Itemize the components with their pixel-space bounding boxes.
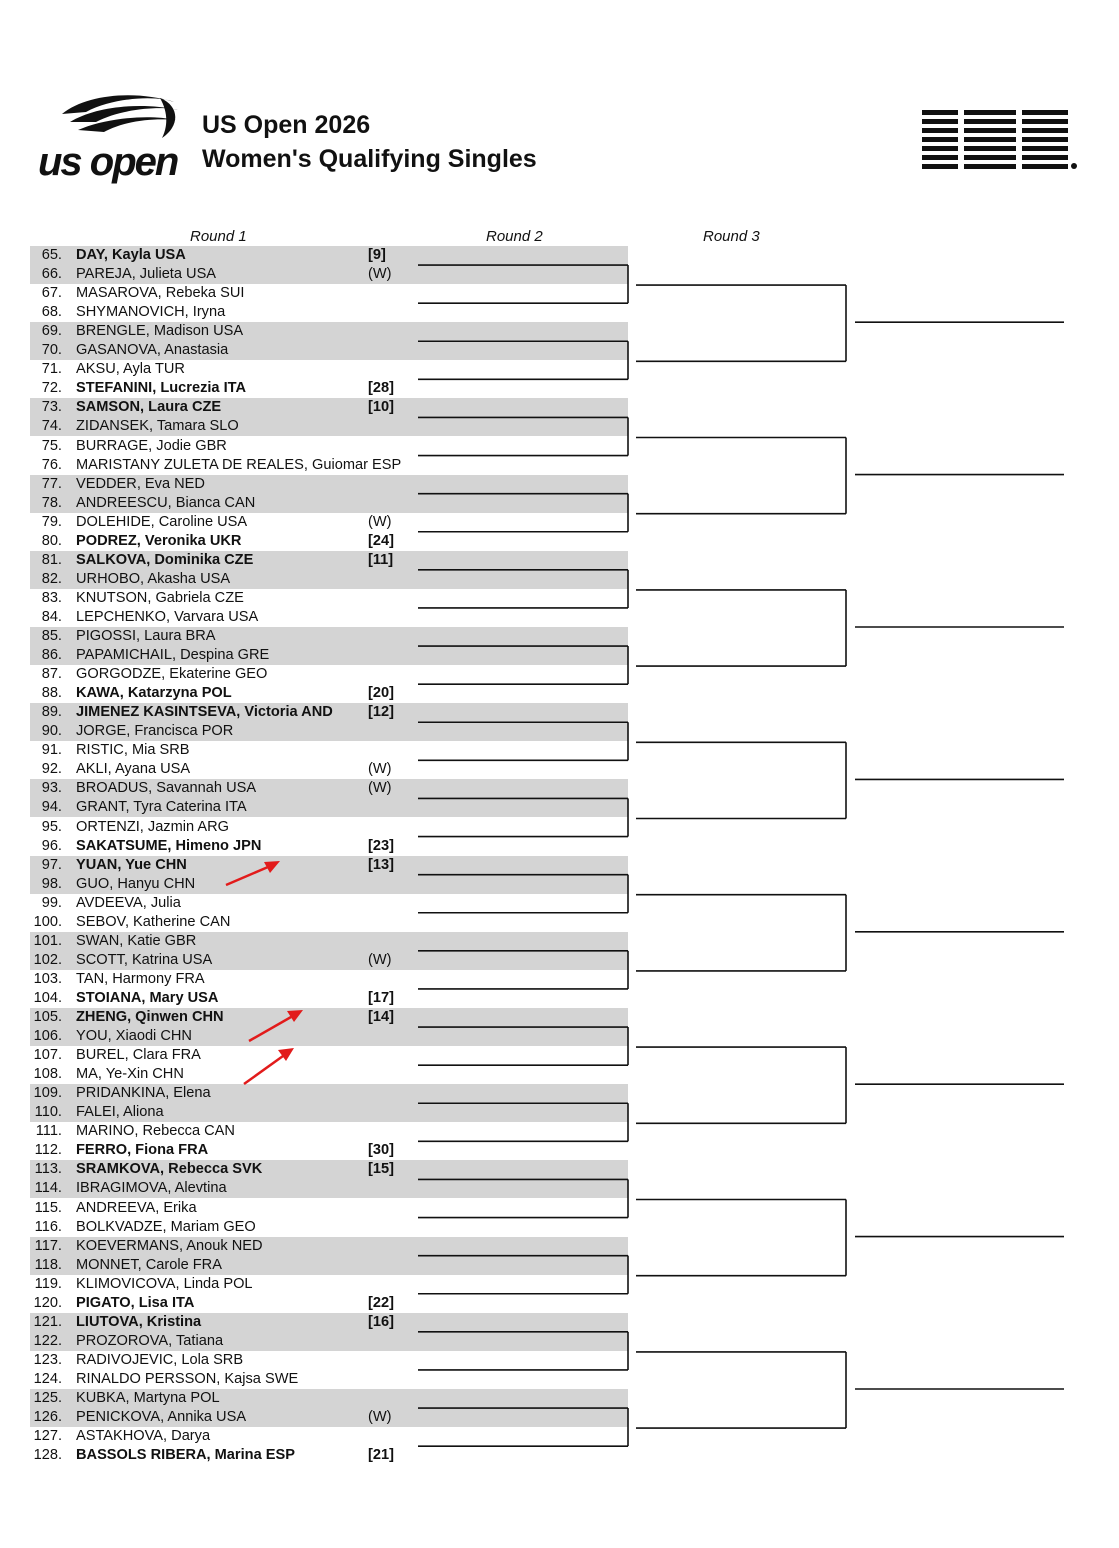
player-name: ORTENZI, Jazmin ARG (76, 818, 229, 835)
player-number: 71. (41, 361, 62, 378)
player-number: 88. (41, 685, 62, 702)
player-number: 68. (41, 304, 62, 321)
player-name: URHOBO, Akasha USA (76, 570, 231, 587)
player-number: 77. (41, 475, 62, 492)
player-number: 107. (33, 1047, 62, 1064)
player-number: 113. (34, 1161, 62, 1178)
player-name: ANDREEVA, Erika (76, 1199, 197, 1216)
player-number: 75. (41, 437, 62, 454)
player-name: DOLEHIDE, Caroline USA (76, 513, 248, 530)
player-number: 89. (41, 704, 62, 721)
player-number: 123. (33, 1351, 62, 1368)
player-number: 103. (33, 970, 62, 987)
title-event: US Open 2026 (202, 111, 371, 139)
player-name: RADIVOJEVIC, Lola SRB (76, 1351, 244, 1368)
player-name: BASSOLS RIBERA, Marina ESP (76, 1447, 295, 1464)
round-2-header: Round 2 (486, 228, 543, 245)
player-number: 92. (41, 761, 62, 778)
player-name: JIMENEZ KASINTSEVA, Victoria AND (76, 704, 333, 721)
player-name: FALEI, Aliona (76, 1104, 164, 1121)
player-number: 94. (41, 799, 62, 816)
player-name: JORGE, Francisca POR (76, 723, 234, 740)
player-name: GORGODZE, Ekaterine GEO (76, 666, 268, 683)
player-number: 93. (41, 780, 62, 797)
player-number: 105. (33, 1009, 62, 1025)
player-name: SCOTT, Katrina USA (76, 951, 213, 968)
player-name: YUAN, Yue CHN (76, 856, 187, 873)
player-number: 74. (41, 418, 62, 435)
player-name: BRENGLE, Madison USA (76, 323, 244, 340)
player-name: IBRAGIMOVA, Alevtina (76, 1180, 227, 1197)
player-name: GUO, Hanyu CHN (76, 875, 196, 892)
player-name: SALKOVA, Dominika CZE (76, 551, 254, 568)
player-number: 67. (41, 285, 62, 302)
player-name: SHYMANOVICH, Iryna (76, 304, 226, 321)
player-seed: [15] (368, 1161, 394, 1178)
player-number: 128. (33, 1447, 62, 1464)
player-seed: [9] (368, 247, 386, 263)
player-seed: (W) (368, 951, 392, 968)
player-number: 70. (41, 342, 62, 359)
player-number: 104. (33, 989, 62, 1006)
player-name: KLIMOVICOVA, Linda POL (76, 1275, 253, 1292)
player-number: 124. (33, 1370, 62, 1387)
red-arrow-icon (226, 861, 280, 885)
player-name: KAWA, Katarzyna POL (76, 685, 232, 702)
player-seed: [28] (368, 380, 394, 397)
player-number: 76. (41, 456, 62, 473)
player-number: 117. (34, 1237, 62, 1254)
player-seed: [13] (368, 856, 394, 873)
player-name: MA, Ye-Xin CHN (76, 1066, 184, 1083)
player-name: PAREJA, Julieta USA (76, 266, 217, 283)
player-seed: (W) (368, 1409, 392, 1426)
player-name: PENICKOVA, Annika USA (76, 1409, 247, 1426)
player-name: GRANT, Tyra Caterina ITA (76, 799, 247, 816)
player-number: 72. (41, 380, 62, 397)
player-number: 121. (33, 1313, 62, 1330)
player-number: 110. (34, 1104, 62, 1121)
player-name: SEBOV, Katherine CAN (76, 913, 231, 930)
player-number: 119. (34, 1275, 62, 1292)
title-draw: Women's Qualifying Singles (202, 145, 537, 173)
round-1-header: Round 1 (190, 228, 247, 245)
player-seed: (W) (368, 761, 392, 778)
player-number: 101. (33, 932, 62, 949)
player-number: 112. (34, 1142, 62, 1159)
player-name: GASANOVA, Anastasia (76, 342, 229, 359)
player-seed: [21] (368, 1447, 394, 1464)
player-number: 111. (35, 1123, 62, 1140)
player-number: 126. (33, 1409, 62, 1426)
player-name: KNUTSON, Gabriela CZE (76, 589, 244, 606)
player-name: BOLKVADZE, Mariam GEO (76, 1218, 256, 1235)
player-seed: (W) (368, 780, 392, 797)
player-name: KUBKA, Martyna POL (76, 1390, 220, 1406)
player-name: FERRO, Fiona FRA (76, 1142, 209, 1159)
player-name: RINALDO PERSSON, Kajsa SWE (76, 1370, 299, 1387)
player-name: AKSU, Ayla TUR (76, 361, 185, 378)
player-number: 98. (41, 875, 62, 892)
player-number: 91. (41, 742, 62, 759)
player-name: VEDDER, Eva NED (76, 475, 205, 492)
player-seed: [30] (368, 1142, 394, 1159)
player-name: ZHENG, Qinwen CHN (76, 1009, 224, 1025)
player-number: 115. (34, 1199, 62, 1216)
player-number: 86. (41, 647, 62, 664)
player-name: RISTIC, Mia SRB (76, 742, 190, 759)
player-name: MARINO, Rebecca CAN (76, 1123, 235, 1140)
player-number: 127. (33, 1428, 62, 1445)
red-arrow-icon (249, 1010, 303, 1041)
player-name: MONNET, Carole FRA (76, 1256, 222, 1273)
player-name: TAN, Harmony FRA (76, 970, 205, 987)
player-seed: (W) (368, 266, 392, 283)
player-name: MASAROVA, Rebeka SUI (76, 285, 245, 302)
player-number: 122. (33, 1332, 62, 1349)
player-number: 65. (41, 247, 62, 263)
player-seed: [24] (368, 532, 394, 549)
player-number: 87. (41, 666, 62, 683)
player-name: SWAN, Katie GBR (76, 932, 197, 949)
player-number: 125. (33, 1390, 62, 1406)
round-3-header: Round 3 (703, 228, 760, 245)
player-number: 108. (33, 1066, 62, 1083)
player-number: 82. (41, 570, 62, 587)
player-name: BURRAGE, Jodie GBR (76, 437, 227, 454)
player-name: BROADUS, Savannah USA (76, 780, 257, 797)
player-number: 78. (41, 494, 62, 511)
player-name: AVDEEVA, Julia (76, 894, 181, 911)
player-number: 73. (41, 399, 62, 416)
player-number: 114. (34, 1180, 62, 1197)
player-number: 102. (33, 951, 62, 968)
player-name: SAMSON, Laura CZE (76, 399, 222, 416)
player-name: PIGATO, Lisa ITA (76, 1294, 195, 1311)
player-name: ANDREESCU, Bianca CAN (76, 494, 256, 511)
player-seed: [17] (368, 989, 394, 1006)
player-seed: [22] (368, 1294, 394, 1311)
player-seed: [16] (368, 1313, 394, 1330)
player-name: ZIDANSEK, Tamara SLO (76, 418, 239, 435)
player-name: YOU, Xiaodi CHN (76, 1028, 192, 1045)
player-number: 90. (41, 723, 62, 740)
player-seed: [11] (368, 551, 394, 568)
us-open-wordmark: us open (38, 140, 178, 184)
player-number: 95. (41, 818, 62, 835)
player-name: BUREL, Clara FRA (76, 1047, 201, 1064)
player-name: PODREZ, Veronika UKR (76, 532, 242, 549)
player-number: 66. (41, 266, 62, 283)
player-number: 120. (33, 1294, 62, 1311)
player-number: 97. (41, 856, 62, 873)
player-number: 96. (41, 837, 62, 854)
player-name: SRAMKOVA, Rebecca SVK (76, 1161, 263, 1178)
player-name: PRIDANKINA, Elena (76, 1085, 211, 1102)
player-name: AKLI, Ayana USA (76, 761, 191, 778)
player-name: MARISTANY ZULETA DE REALES, Guiomar ESP (76, 456, 402, 473)
player-number: 81. (41, 551, 62, 568)
player-number: 79. (41, 513, 62, 530)
player-name: STEFANINI, Lucrezia ITA (76, 380, 247, 397)
player-name: LEPCHENKO, Varvara USA (76, 608, 259, 625)
player-number: 84. (41, 608, 62, 625)
player-seed: [23] (368, 837, 394, 854)
player-name: KOEVERMANS, Anouk NED (76, 1237, 263, 1254)
player-name: PROZOROVA, Tatiana (76, 1332, 224, 1349)
player-number: 99. (41, 894, 62, 911)
player-number: 85. (41, 628, 62, 644)
player-number: 116. (34, 1218, 62, 1235)
red-arrow-icon (244, 1048, 294, 1084)
player-seed: (W) (368, 513, 392, 530)
player-name: ASTAKHOVA, Darya (76, 1428, 211, 1445)
player-number: 80. (41, 532, 62, 549)
player-number: 83. (41, 589, 62, 606)
player-number: 106. (33, 1028, 62, 1045)
player-name: STOIANA, Mary USA (76, 989, 219, 1006)
player-seed: [20] (368, 685, 394, 702)
player-number: 100. (33, 913, 62, 930)
player-name: PIGOSSI, Laura BRA (76, 628, 216, 644)
player-name: PAPAMICHAIL, Despina GRE (76, 647, 270, 664)
player-number: 69. (41, 323, 62, 340)
player-name: SAKATSUME, Himeno JPN (76, 837, 262, 854)
player-seed: [12] (368, 704, 394, 721)
player-number: 118. (34, 1256, 62, 1273)
player-seed: [14] (368, 1009, 394, 1025)
player-name: LIUTOVA, Kristina (76, 1313, 202, 1330)
player-name: DAY, Kayla USA (76, 247, 186, 263)
player-seed: [10] (368, 399, 394, 416)
player-number: 109. (33, 1085, 62, 1102)
